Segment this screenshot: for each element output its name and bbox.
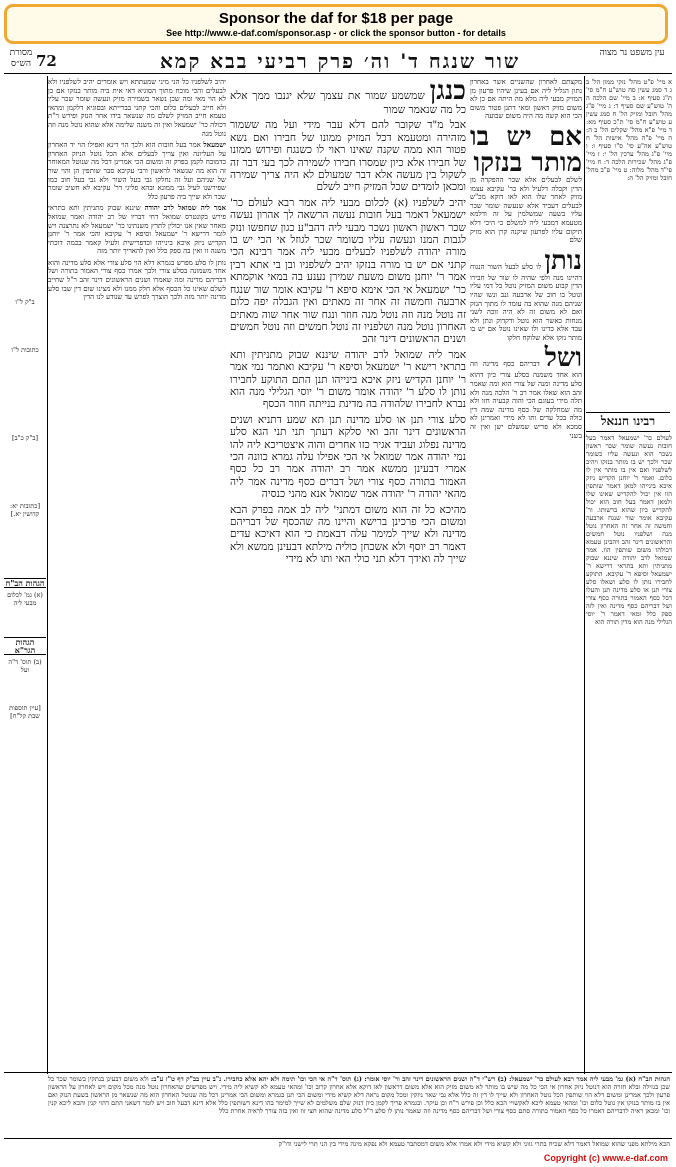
outer-commentary-p3: שיננא שבוק מתניתין ותא בתראי פירש בקונטרס שמואל דחי דבריו של רב יהודה ואמר שמואל מאחר שאין אנו יכולין לתרץ משנתינו כר' ישמעאל לא נתרצנה ויש לומר דרישא ר' ישמעאל וסיפא ר' עקיבא והכי אמר ר' יוחנן הקדיש ניזק איכא בינייהו וכדפרישית ולעיל קאמר בכמה דוכתי משנה זו ואין בה ספק כלל ואין להאריך יותר מזה — [48, 204, 226, 256]
inner-commentary-p4: דבריהם כסף מדינה וזה הוא אחד משמנה בסלע צורי כיון דהוא סלע מדינה ומנה של צורי הוא ומה שאמר זהב הוא שאלו אמר רב ר' הלכה מנה ולא תלה מידי בעוגם הכי והוה קבעיה חזו ולא מה שמחלקה של כסף מדינה שמה דין כולה בכל עדים ותו לא מידי ואמרינן לא סמכא ולא פריש שמשלם ישן ואין זה בשני — [470, 360, 582, 440]
inner-dibur-hamatchil-3: ושל — [544, 343, 582, 374]
outer-commentary-p1: יהיב לשלפניו כל הני מיני שמעתתא ויש אומרים יהיב לשלפניו ולא לבעלים והכי מוכח מתוך הסוגיא דאי אית ביה מותר בנזקו אם כן לא הוי מאי ומה שכן נשאר בשמירה מזיק ונעשה שומר שכר עליו ולא חייב לבעלים כלום והכי קתני בברייתא ובסוגיא דלקמן ומהאי טעמא חייב המזיק לשלם מה שנשאר בידו אחר הנזק ופירש ר"ת דכולה כר' ישמעאל ואין זה משנה שלימה אלא שהוא נוטל מנה וזה נוטל מנה — [48, 78, 226, 138]
ein-mishpat-column — [586, 78, 672, 418]
page-title: שור שנגח ד' וה׳ פרק רביעי בבא קמא — [159, 49, 521, 73]
inner-commentary-p2: לשלם לבעלים אלא שכר ההפקדה מן הדין וקבלה דלעיל ולא כר' עקיבא עצמו מזיק לאחר שלו הוא לאו דוקא מכ"ש לבעלים דעביד אלא שנעשה שומר שכר עליו בשעה שמשלמין על זה ודלמא מטעמא דמבעי ליה למשלם כי היכי דלא תיקום עליו לפרעון שיקנה קרן הוא מזיק שלם — [470, 175, 582, 245]
rabbeinu-chananel-label: רבינו חננאל — [600, 414, 656, 428]
sponsor-headline[interactable]: Sponsor the daf for $18 per page — [218, 10, 454, 27]
margin-ref-1: ב"ק ל"ו — [15, 298, 35, 306]
main-line-1: שמשמע שמור את עצמך שלא יגנבו ממך אלא כל מה שנאמר שמור — [230, 90, 466, 116]
main-paragraph-4: סלע צורי תנן או סלע מדינה תנן תא שמע דתניא ושנים הראשונים דינר זהב ואי סלקא דעתך תני תני הגא סלע מדינה נפלוג ועביד אגיר כזו אחרים והוה איצטריכא ליה להו נמי יהודה אמר שמואל אי הכי אפילו עלה גמרא כוונה הכי אמרי דבעינן ממשא אמר רב יהודה אמר רב כל כסף האמור בתורה כסף צורי ושל דברים כסף מדינה אמר ליה מהאי יהודה ר' יהודה אמר שמואל אנא מהני כנסיה — [230, 413, 466, 501]
main-paragraph-3: אמר ליה שמואל לרב יהודה שיננא שבוק מתניתין ותא בתראי רישא ר' ישמעאל וסיפא ר' עקיבא ואתמר נמי אמר ר' יוחנן הקדיש ניזק איכא בינייהו תנן התם התוקע לחבירו נותן לו סלע ר' יהודה אומר משום ר' יוסי הגלילי מנה הוא נברא לחבירו שלהודה בה מדינת בנייתה חוזר הכסף — [230, 348, 466, 411]
main-paragraph-5: מהיכא כל זה הוא משום דמתני' ליה לב אמה בפרק הבא ומשום הכי פרכינן ברישא והיינו מה שהכסף של דבריהם מדינה ולא שייך למימר עלה דבאמת כי הוא דאיכא עדים דאמר רב יוסף ולא אשכחן כוליה מילתא דבעינן ממשא ולא שייך לה ואידך דלא תני כולי האי ותו לא מידי — [230, 503, 466, 566]
main-paragraph-2: יהיב לשלפניו (א) לכלום מבעי ליה אמר רבא לעולם כר' ישמעאל דאמר בעל חובות נעשה הרשאה לך אהרון נעשה שכר ראשון ראשון נשכר מבעי ליה דהב"ע כגון שחפשו ונזק לגבות המנו ונעשה עליו כשומר שכר לגוזל אי הכי יש בו מורה יהודה לשלפניו לבעלים מבעי ליה אמר רבינא הכי קתני אם יש בו מורה בנזקו יהיב לשלפניו ובן בי אתא רבין אמר ר' יוחנן משום משעת שמירן נענע בה במאי אוקמתא כר' ישמעאל אי הכי אימא סיפא ר' עקיבא אומר שור שנגח ארבעה וחמשה זה אחר זה מאתים ואין הגבלה יפה כלום זה נוטל מנה וזה נוטל מנה חוזר ונגח שור אחר שוה מאתים האחרון נוטל מנה ושלפניו זה נוטל חמשים וזה נוטל חמשים ושנים הראשונים דינר זהב — [230, 196, 466, 346]
left-margin-column — [4, 78, 46, 1068]
footer-bottom-rule — [4, 1138, 672, 1139]
sponsor-details-link[interactable]: See http://www.e-daf.com/sponsor.asp - or click the sponsor button - for details — [166, 28, 506, 38]
margin-note-1: (א) גמ' לכלום מבעי ליה — [7, 591, 43, 607]
header-rule — [4, 73, 672, 74]
footer-bottom-note: הכא מילתא מפני שהוא שמואל דאמר דלא שכיח בתרי גווני ולא קשיא מידי ולא אמרו אלא משום דמסתבר טעמא ולא נפקא מינה מידי בין הני תרי לישני ודו"ק — [278, 1140, 670, 1148]
margin-ref-3: [ב"ק כ"ב] — [11, 434, 39, 442]
main-paragraph-1: אבל מ"ד שקובר להם דלא עבר מידי ועל מה ששמור מזהירה ומטעמא דכל המזיק ממונו של חבירו ואם נשא פטור הוא ממה שקנה שאינו ראוי לו כשנגח ופירוש ממונו של חבירו אלא כיון שמסרו חבירו לשמירה לכך בעי דבר זה לשקול בין מעשה אלא דבר שמעולם לא היה צריך שמירה ומכאן לומדים שכל המזיק חייב לשלם — [230, 119, 466, 194]
inner-dibur-hamatchil-2: נותן — [544, 245, 582, 276]
footer-commentary — [48, 1075, 670, 1137]
inner-commentary-column — [470, 78, 582, 1068]
gemara-main-text — [230, 78, 466, 1068]
copyright-link[interactable]: Copyright (c) www.e-daf.com — [543, 1153, 668, 1163]
footer-rule — [4, 1072, 672, 1073]
footer-text: ולא משום דבעינן בנתקין בשומר שכר כל שכן בגזילה ובלא חזרה הוא דנוטל ניזק אחרון אי הכי כל מה שיש בו מותר לא משום מזיק הוא אלא משום דראשון לאו דוקא אלא אחרון קרוב וכו' ומהאי טעמא לא קשיא ליה מידי. ויש מפרשים שהאחרון נוטל מנה מכל מקום ויש לאחרון על הראשון פרעון ולכך אמרינן ומשום דלא הוי שותפין הכל נוטל האחרון ולא שייך לו דין זה כלל אלא גבי שאר ניזקין ומכל מקום נראה דלא קשיא מידי ומשום הכי תנן בגמרא ומשום הכי אמרינן דכל מה שנוטל האחרון הוא מה שנשאר מן הראשון בשעת הנזק ואם אין בו מותר בנזקו אין נוטל כלום וכו' ומהאי טעמא ליכא לאקשויי הכא כלל וכן פירש ר"ח וכן עיקר. ובגמרא פריך לקמן כיון דנזק שלם משלמים לא שייך למימר בהו דינא דשותפין כלל אלא דינא דבעל חוב ויש לומר דשאני התם דהוי קנין והכא ליכא קנין וכו' ומכאן ראיה לדבריהם דאמרו כל כסף האמור בתורה סתם כסף צורי ושל דבריהם כסף מדינה וזה שאמר נותן לו סלע ר"ל סלע מדינה שהוא חצי זוז ואין בזה צורך לראיה אחרת כלל — [48, 1075, 670, 1115]
folio-number: 72 — [36, 52, 57, 70]
hagahot-hagra-label: הגהות הגר"א — [4, 637, 46, 655]
divider-right — [584, 76, 585, 1074]
sponsor-banner[interactable] — [4, 4, 668, 44]
outer-dibur-hamatchil-2: אמר ליה שמואל לרב יהודה — [144, 203, 226, 213]
ein-mishpat-entries: א מיי' פ"ט מהל' נזקי ממון הל' ב ג ד סמג עשין סח טוש"ע ח"מ סי' ת"ג סעיף א: ב מיי' שם הלכה ה ה' טוש"ע שם סעיף ד: ג מיי' פ"ג מהל' חובל ומזיק הל' ח סמג עשין ע טוש"ע ח"מ סי' ת"כ סעיף מא: ד מיי' פ"א מהל' שקלים הל' ב ה: ה מיי' פ"ה מהל' אישות הל' ח טוש"ע אה"ע סי' ס"ו סעיף ו: ו מיי' פ"ג מהל' ערכין הל' י: ז מיי' פ"ג מהל' שכירות הלכה ד: ח מיי' פי"ד מהל' מלוה: ט מיי' פ"ב מהל' חובל ומזיק הל' ה: — [586, 78, 672, 182]
inner-dibur-hamatchil-1: אם יש בו מותר בנזקו — [470, 121, 582, 178]
rabbeinu-chananel-label-box — [586, 412, 670, 432]
margin-ref-4: [כתובות יא: קדושין יא.] — [10, 502, 40, 518]
inner-commentary-p1: מקצתם לאחרון שהשניים אשר באחרון נתון הגליל ליה אם בעינן שיהיו פרעון מן המזיק מבעי ליה מלא מה היתה אם כן לא משום מזיק ראשון ומאי דתנן פטור משום הכי הוא קשה מה היה משום שבועה — [470, 78, 582, 121]
outer-commentary-p4: נותן לו סלע מפרש בגמרא דלא הוי סלע צורי אלא סלע מדינה והוא אחד משמונה בסלע צורי ולכך אמרו כסף צורי האמור בתורה ושל דבריהם מדינה ומה שאמרו ושנים הראשונים דינר זהב ר"ל שחייב לשלם שאינו כל הכסף אלא חלק ממנו ולא מצינו שום דין שבו סלע מדינה יותר מזה ולכך הוצרך לפרש עד שנודע לנו הדין — [48, 258, 226, 302]
hagahot-habach-label: הגהות הב"ח — [5, 578, 45, 588]
outer-dibur-hamatchil-1: ישמעאל — [203, 140, 226, 150]
main-opening-word: כנגן — [429, 78, 466, 106]
footer-hagahot: הגהות הב"ח (א) גמ' מבעי ליה אמר רבא לעולם כר' ישמעאל: (ב) רש"י ד"ה ושנים הראשונים דינר זהב ור' יוסי אומר: (ג) תוס' ד"ה אי הכי וכו' תימה ולא יהא אלא כחבירו. נ"ב עיין בב"ק דף ט"ז ע"ב: — [150, 1075, 670, 1083]
outer-commentary-column — [48, 78, 226, 1068]
page-header — [0, 48, 676, 74]
rabbeinu-chananel-column — [586, 434, 672, 1074]
rabbeinu-chananel-text: לעולם כר' ישמעאל דאמר בעל חובות נעשה שומר שכר ראשון נשכר הוא ונעשה עליו כשומר שכר ולכך יש בו מותר בנזקו ויהיב לשלפניו ואם אין בו מותר אין לו כלום. ואמר ר' יוחנן הקדיש ניזק איכא בינייהו למאן דאמר שותפין הוו אין יכול להקדיש שאינו שלו ולמאן דאמר בעל חוב הוא יכול להקדיש כיון שהוא ברשותו. ור' עקיבא אומר שור שנגח ארבעה וחמשה זה אחר זה האחרון נוטל מנה ושלפניו נוטל חמשים והראשונים דינר זהב ויהבינן טעמא דכולהו משום שותפין הוו. אמר שמואל לרב יהודה שיננא שבוק מתניתין ותא בתראי דרישא ר' ישמעאל וסיפא ר' עקיבא. התוקע לחבירו נותן לו סלע ושאלו סלע צורי תנן או סלע מדינה תנן והעלו דכל כסף האמור בתורה כסף צורי ושל דבריהם כסף מדינה ואין לזה ספק כלל ומאי דאמר ר' יוסי הגלילי מנה הוא מדין תורה הוא — [586, 434, 672, 626]
ein-mishpat-heading: עין משפט נר מצוה — [599, 48, 665, 58]
inner-commentary-p3: לו סלע לבעל השור הנגוח דהיינו מנה ולפי שהיה לו שור של חבירו הדין קבוע משום המזיק נוטל כל דמי עליו ונוטל בו חוב של ארבעה גנב ונשו שהיו שניהם מנה שהוא בה עומד לו מתוך הנזק ואם לא משום זה לא היה זוכה לשני מנחות כאשר הוא נוטל ודקדוק ונתן ולא עבד אלא כדינו ולו שאינו נוטל אם יש בו מותר נזקו אלא שלוקח חלקו — [470, 262, 582, 342]
mesoret-hashas-heading: מסורת הש״ס — [9, 48, 33, 69]
divider-left — [47, 76, 48, 1074]
talmud-page — [0, 48, 676, 1148]
margin-note-2: (ב) תוס' ד"ה ועל — [8, 658, 42, 674]
margin-ref-2: כתובות ל"ו — [11, 346, 39, 354]
outer-commentary-p2: אמר בעל חובות הוא ולכך הוי דינא ואפילו הוי יד האחרון על העליונה ואין צריך לבעלים אלא הכל נוטל הניזק האחרון כדמוכח לקמן בפרק זה ומשום הכי אמרינן דכל מה שנוטל המאוחר זה הוא מה שנשאר לראשון ורבי עקיבא סבר שותפין הן והוי שור של שניהם ועל זה נחלקו גבי בעל השור ולא גבי בעל חוב כמו שפירשנו לעיל גבי ממונא ובהא פליגי דר' עקיבא לא חשיב שומר שכר ולא שייך ביה פרעון כלל — [48, 141, 226, 201]
margin-ref-5: [עיין תוספות שבת קל"ח] — [9, 704, 41, 720]
